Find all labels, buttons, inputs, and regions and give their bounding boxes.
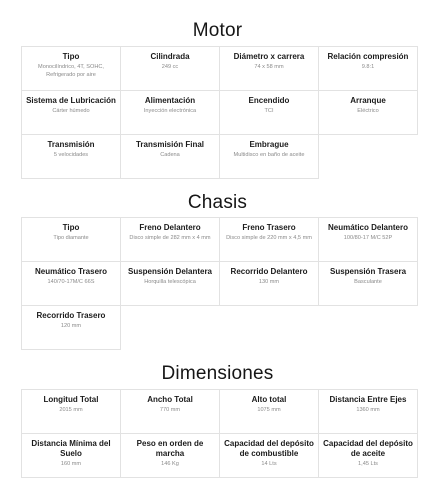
spec-value: 5 velocidades: [53, 152, 89, 158]
spec-cell: [220, 91, 319, 135]
spec-cell: [121, 91, 220, 135]
spec-label: Capacidad del depósito de aceite: [323, 439, 413, 458]
spec-cell: [220, 434, 319, 478]
spec-value: 9.8:1: [361, 64, 375, 70]
spec-cell: [220, 135, 319, 179]
spec-cell: [121, 218, 220, 262]
spec-grid-chasis: [21, 217, 418, 350]
spec-label: Suspensión Delantera: [127, 267, 213, 276]
spec-label: Relación compresión: [327, 52, 409, 61]
section-title-chasis: Chasis: [187, 192, 248, 213]
spec-cell: [220, 218, 319, 262]
spec-value: 130 mm: [258, 279, 280, 285]
spec-label: Tipo: [62, 52, 80, 61]
spec-value: Basculante: [354, 279, 382, 285]
spec-label: Ancho Total: [147, 395, 193, 404]
spec-cell: [121, 262, 220, 306]
spec-label: Embrague: [249, 140, 289, 149]
spec-label: Transmisión Final: [135, 140, 204, 149]
spec-value: Disco simple de 220 mm x 4,5 mm: [226, 235, 312, 241]
spec-cell: [319, 47, 418, 91]
spec-cell: [319, 91, 418, 135]
spec-cell: [220, 390, 319, 434]
spec-value: 14 Lts: [261, 461, 277, 467]
spec-label: Neumático Trasero: [34, 267, 108, 276]
spec-label: Neumático Delantero: [327, 223, 409, 232]
spec-cell: [319, 218, 418, 262]
spec-label: Suspensión Trasera: [329, 267, 407, 276]
spec-label: Diámetro x carrera: [233, 52, 305, 61]
spec-grid-dimensiones: [21, 389, 418, 478]
spec-value: 146 Kg: [161, 461, 179, 467]
spec-cell: [22, 135, 121, 179]
spec-value: 160 mm: [60, 461, 82, 467]
spec-label: Sistema de Lubricación: [26, 96, 116, 105]
spec-grid-motor: [21, 46, 418, 179]
spec-cell: [319, 434, 418, 478]
spec-label: Capacidad del depósito de combustible: [224, 439, 314, 458]
spec-label: Recorrido Delantero: [230, 267, 308, 276]
spec-cell: [121, 390, 220, 434]
spec-value: Eléctrico: [357, 108, 379, 114]
spec-cell: [220, 47, 319, 91]
spec-value: 249 cc: [161, 64, 179, 70]
spec-cell: [121, 135, 220, 179]
spec-value: Cárter húmedo: [52, 108, 90, 114]
spec-label: Cilindrada: [150, 52, 190, 61]
spec-label: Longitud Total: [43, 395, 99, 404]
spec-value: 100/80-17 M/C 52P: [343, 235, 393, 241]
spec-cell: [22, 434, 121, 478]
spec-label: Recorrido Trasero: [36, 311, 106, 320]
spec-value: Monocilíndrico, 4T, SOHC, Refrigerado por aire: [38, 64, 104, 78]
spec-value: 1,45 Lts: [358, 461, 378, 467]
spec-label: Freno Trasero: [242, 223, 296, 232]
spec-cell: [22, 218, 121, 262]
section-title-motor: Motor: [192, 20, 243, 41]
spec-value: Horquilla telescópica: [144, 279, 196, 285]
spec-label: Alimentación: [144, 96, 196, 105]
spec-label: Distancia Mínima del Suelo: [31, 439, 111, 458]
spec-label: Freno Delantero: [139, 223, 201, 232]
spec-value: 2015 mm: [59, 407, 83, 413]
spec-label: Distancia Entre Ejes: [329, 395, 407, 404]
spec-cell: [22, 262, 121, 306]
spec-label: Tipo: [62, 223, 80, 232]
spec-value: 74 x 58 mm: [254, 64, 284, 70]
spec-value: 1360 mm: [356, 407, 380, 413]
spec-cell: [22, 47, 121, 91]
section-title-dimensiones: Dimensiones: [161, 363, 274, 384]
spec-value: Inyección electrónica: [143, 108, 197, 114]
spec-value: 1075 mm: [257, 407, 281, 413]
spec-value: Tipo diamante: [53, 235, 89, 241]
spec-label: Encendido: [248, 96, 290, 105]
spec-cell: [319, 262, 418, 306]
spec-cell: [22, 91, 121, 135]
spec-value: Disco simple de 282 mm x 4 mm: [129, 235, 211, 241]
spec-label: Arranque: [350, 96, 386, 105]
spec-label: Alto total: [251, 395, 287, 404]
spec-value: Cadena: [160, 152, 180, 158]
spec-label: Peso en orden de marcha: [136, 439, 204, 458]
spec-label: Transmisión: [47, 140, 95, 149]
spec-cell: [22, 306, 121, 350]
spec-value: Multidisco en baño de aceite: [233, 152, 305, 158]
spec-value: 140/70-17M/C 66S: [47, 279, 95, 285]
spec-value: TCI: [264, 108, 274, 114]
spec-value: 120 mm: [60, 323, 82, 329]
spec-cell: [121, 47, 220, 91]
spec-cell: [319, 390, 418, 434]
spec-cell: [22, 390, 121, 434]
spec-cell: [220, 262, 319, 306]
spec-value: 770 mm: [159, 407, 181, 413]
spec-cell: [121, 434, 220, 478]
